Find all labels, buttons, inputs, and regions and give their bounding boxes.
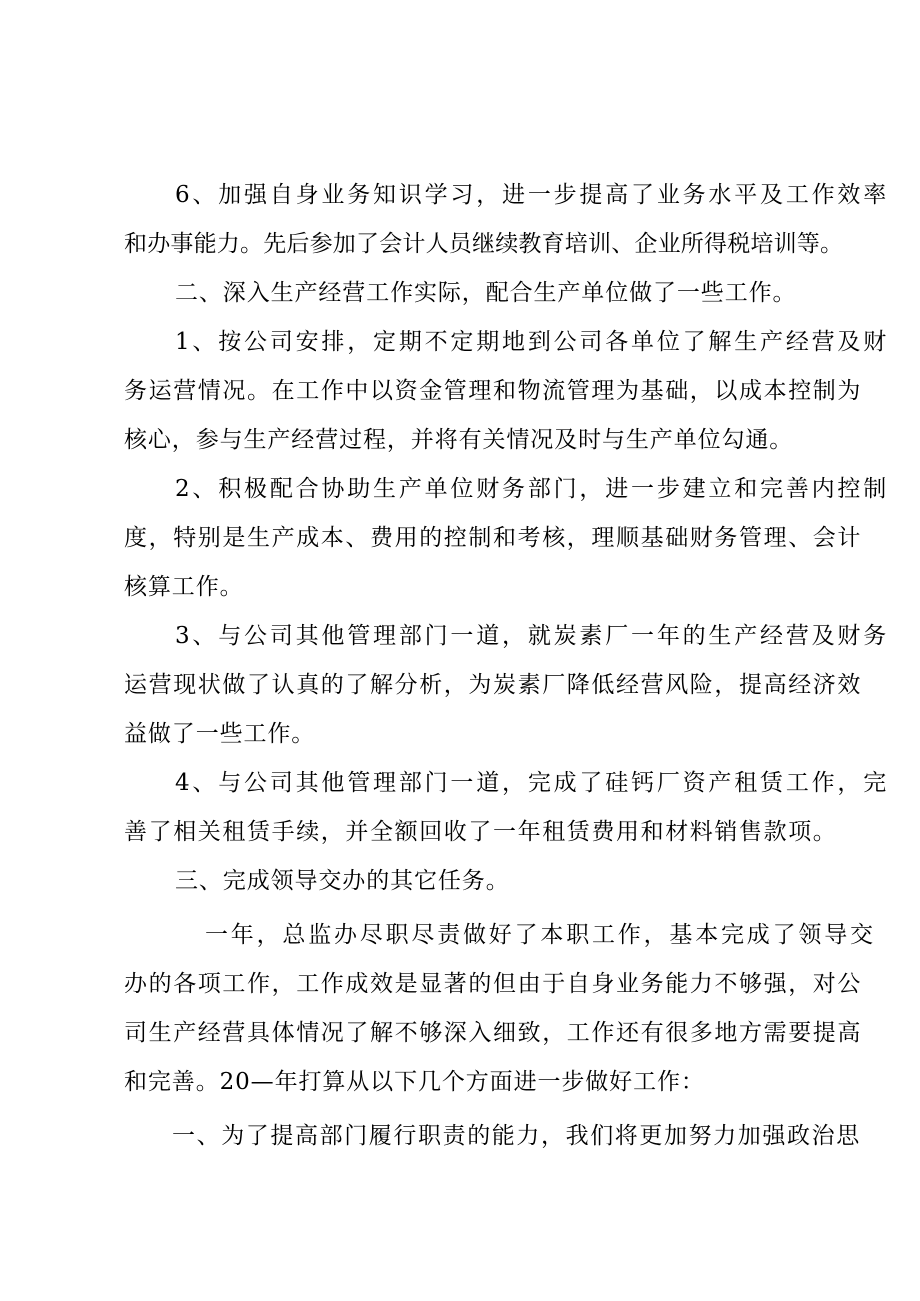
item-2-line-2: 度，特别是生产成本、费用的控制和考核，理顺基础财务管理、会计 xyxy=(124,525,862,551)
section-2-heading: 二、深入生产经营工作实际，配合生产单位做了一些工作。 xyxy=(175,280,797,306)
plan-1-line-1: 一、为了提高部门履行职责的能力，我们将更加努力加强政治思 xyxy=(172,1123,861,1149)
item-3-line-2: 运营现状做了认真的了解分析，为炭素厂降低经营风险，提高经济效 xyxy=(124,672,862,698)
summary-line-2: 办的各项工作，工作成效是显著的但由于自身业务能力不够强，对公 xyxy=(124,971,862,997)
paragraph-6-line-1: 6、加强自身业务知识学习，进一步提高了业务水平及工作效率 xyxy=(175,182,890,208)
item-1-line-2: 务运营情况。在工作中以资金管理和物流管理为基础，以成本控制为 xyxy=(124,378,862,404)
summary-line-1: 一年，总监办尽职尽责做好了本职工作，基本完成了领导交 xyxy=(205,922,876,948)
paragraph-6-line-2: 和办事能力。先后参加了会计人员继续教育培训、企业所得税培训等。 xyxy=(124,231,844,257)
item-3-line-3: 益做了一些工作。 xyxy=(124,721,316,747)
item-4-line-2: 善了相关租赁手续，并全额回收了一年租赁费用和材料销售款项。 xyxy=(124,819,838,845)
summary-line-4: 和完善。20—年打算从以下几个方面进一步做好工作： xyxy=(124,1069,705,1095)
item-1-line-3: 核心，参与生产经营过程，并将有关情况及时与生产单位勾通。 xyxy=(124,427,794,453)
summary-line-3: 司生产经营具体情况了解不够深入细致，工作还有很多地方需要提高 xyxy=(124,1020,862,1046)
item-4-line-1: 4、与公司其他管理部门一道，完成了硅钙厂资产租赁工作，完 xyxy=(175,770,890,796)
item-1-line-1: 1、按公司安排，定期不定期地到公司各单位了解生产经营及财 xyxy=(175,329,890,355)
item-3-line-1: 3、与公司其他管理部门一道，就炭素厂一年的生产经营及财务 xyxy=(175,623,890,649)
section-3-heading: 三、完成领导交办的其它任务。 xyxy=(175,868,510,894)
item-2-line-3: 核算工作。 xyxy=(124,574,244,600)
item-2-line-1: 2、积极配合协助生产单位财务部门，进一步建立和完善内控制 xyxy=(175,476,890,502)
